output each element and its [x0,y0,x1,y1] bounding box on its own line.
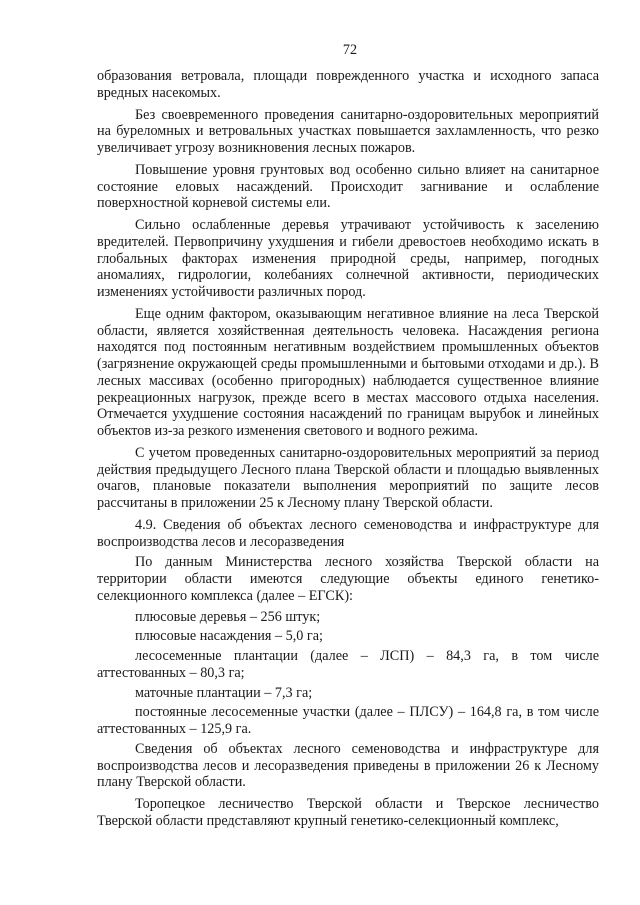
list-item: постоянные лесосеменные участки (далее – ПЛСУ) – 164,8 га, в том числе аттестованных – 125,9 га. [97,704,599,737]
paragraph-weakened-trees: Сильно ослабленные деревья утрачивают устойчивость к заселению вредителей. Первопричину ухудшения и гибели древостоев необходимо искать в глобальных факторах изменения природной среды, например, погодных аномалиях, гидрологии, колебаниях солнечной активности, периодических изменениях устойчивости различных пород. [97,217,599,300]
paragraph-egsk-intro: По данным Министерства лесного хозяйства Тверской области на территории области имеются следующие объекты единого генетико-селекционного комплекса (далее – ЕГСК): [97,554,599,604]
paragraph-sanitary-measures: С учетом проведенных санитарно-оздоровительных мероприятий за период действия предыдущего Лесного плана Тверской области и площадью выявленных очагов, плановые показатели выполнения мероприятий по защите лесов рассчитаны в приложении 25 к Лесному плану Тверской области. [97,444,599,511]
paragraph-toropets: Торопецкое лесничество Тверской области и Тверское лесничество Тверской области представляют крупный генетико-селекционный комплекс, [97,796,599,829]
list-item: плюсовые деревья – 256 штук; [135,608,321,625]
paragraph-windfall: Без своевременного проведения санитарно-оздоровительных мероприятий на буреломных и ветровальных участках повышается захламленность, что резко увеличивает угрозу возникновения лесных пожаров. [97,106,599,156]
paragraph-appendix-26: Сведения об объектах лесного семеноводства и инфраструктуре для воспроизводства лесов и лесоразведения приведены в приложении 26 к Лесному плану Тверской области. [97,740,599,791]
list-item: плюсовые насаждения – 5,0 га; [135,628,323,645]
section-heading: 4.9. Сведения об объектах лесного семеноводства и инфраструктуре для воспроизводства лесов и лесоразведения [97,516,599,550]
list-item: лесосеменные плантации (далее – ЛСП) – 84,3 га, в том числе аттестованных – 80,3 га; [97,648,599,681]
list-item: маточные плантации – 7,3 га; [135,684,313,701]
page-number: 72 [342,42,358,58]
paragraph-continuation: образования ветровала, площади поврежденного участка и исходного запаса вредных насекомых. [97,68,599,101]
paragraph-groundwater: Повышение уровня грунтовых вод особенно сильно влияет на санитарное состояние еловых насаждений. Происходит загнивание и ослабление поверхностной корневой системы ели. [97,161,599,212]
egsk-list [97,609,599,738]
paragraph-human-activity: Еще одним фактором, оказывающим негативное влияние на леса Тверской области, является хозяйственная деятельность человека. Насаждения региона находятся под постоянным негативным воздействием промышленных объектов (загрязнение окружающей среды промышленными и бытовыми отходами и др.). В лесных массивах (особенно пригородных) наблюдается существенное влияние рекреационных нагрузок, прежде всего в местах массового отдыха населения. Отмечается ухудшение состояния насаждений по границам вырубок и линейных объектов из-за резкого изменения светового и водного режима. [97,305,599,439]
